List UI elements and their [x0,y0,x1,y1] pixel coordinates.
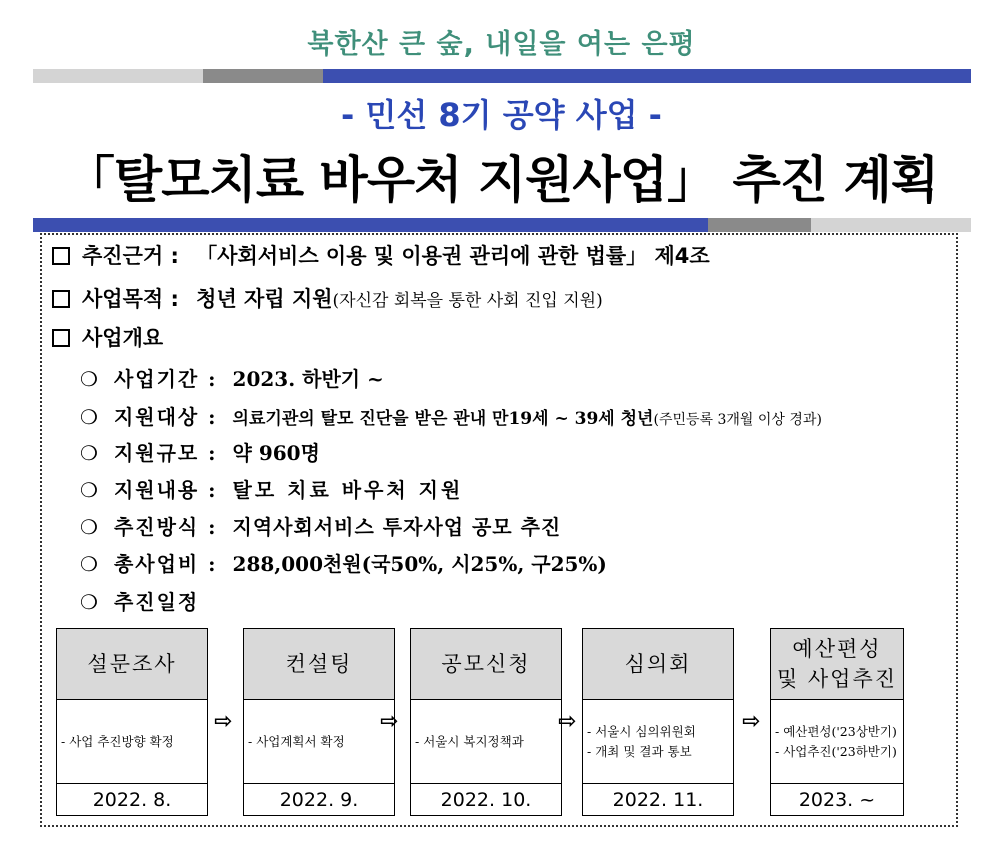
top-bar-accent [323,69,971,83]
schedule-stage-consulting [243,628,395,816]
circle-bullet-icon: ❍ [80,552,98,576]
slogan: 북한산 큰 숲, 내일을 여는 은평 [307,29,696,60]
item-schedule: ❍ 추진일정 [80,590,200,614]
stage-title: 컨설팅 [243,628,395,700]
circle-bullet-icon: ❍ [80,478,98,502]
schedule-stage-application [410,628,562,816]
arrow-right-icon: ⇨ [380,709,399,734]
arrow-right-icon: ⇨ [558,709,577,734]
stage-date: 2023. ~ [770,783,904,816]
top-bar-mid [203,69,323,83]
item-target: ❍ 지원대상 : 의료기관의 탈모 진단을 받은 관내 만19세 ~ 39세 청년(주민등록 3개월 이상 경과) [80,405,822,429]
circle-bullet-icon: ❍ [80,405,98,429]
stage-description: - 예산편성('23상반기) - 사업추진('23하반기) [770,700,904,784]
stage-description: - 서울시 심의위원회 - 개최 및 결과 통보 [582,700,734,784]
arrow-right-icon: ⇨ [742,709,761,734]
purpose-detail: (자신감 회복을 통한 사회 진입 지원) [332,291,603,311]
stage-description: - 사업 추진방향 확정 [56,700,208,784]
bottom-bar-light [811,218,971,232]
section-overview: 사업개요 [52,322,163,352]
section-basis: 추진근거 : 「사회서비스 이용 및 이용권 관리에 관한 법률」 제4조 [52,240,710,270]
item-method: ❍ 추진방식 : 지역사회서비스 투자사업 공모 추진 [80,515,562,539]
top-bar-light [33,69,203,83]
schedule-stage-survey [56,628,208,816]
subtitle: - 민선 8기 공약 사업 - [341,96,662,134]
stage-date: 2022. 9. [243,783,395,816]
checkbox-icon [52,329,70,347]
item-budget: ❍ 총사업비 : 288,000천원(국50%, 시25%, 구25%) [80,552,607,576]
stage-title: 설문조사 [56,628,208,700]
stage-date: 2022. 10. [410,783,562,816]
circle-bullet-icon: ❍ [80,590,98,614]
purpose-value: 청년 자립 지원 [196,287,333,311]
basis-value: 「사회서비스 이용 및 이용권 관리에 관한 법률」 제4조 [196,244,710,268]
bottom-bar-accent [33,218,708,232]
circle-bullet-icon: ❍ [80,367,98,391]
bottom-bar-mid [708,218,811,232]
stage-date: 2022. 8. [56,783,208,816]
arrow-right-icon: ⇨ [214,709,233,734]
item-content: ❍ 지원내용 : 탈모 치료 바우처 지원 [80,478,464,502]
stage-description: - 사업계획서 확정 [243,700,395,784]
stage-title: 공모신청 [410,628,562,700]
stage-date: 2022. 11. [582,783,734,816]
schedule-stage-budget [770,628,904,816]
schedule-stage-review [582,628,734,816]
page-title: 「탈모치료 바우처 지원사업」 추진 계획 [64,151,939,209]
section-purpose: 사업목적 : 청년 자립 지원(자신감 회복을 통한 사회 진입 지원) [52,283,603,313]
stage-title: 예산편성 및 사업추진 [770,628,904,700]
circle-bullet-icon: ❍ [80,441,98,465]
item-scale: ❍ 지원규모 : 약 960명 [80,441,320,465]
checkbox-icon [52,290,70,308]
stage-description: - 서울시 복지정책과 [410,700,562,784]
item-period: ❍ 사업기간 : 2023. 하반기 ~ [80,367,384,391]
stage-title: 심의회 [582,628,734,700]
checkbox-icon [52,247,70,265]
circle-bullet-icon: ❍ [80,515,98,539]
